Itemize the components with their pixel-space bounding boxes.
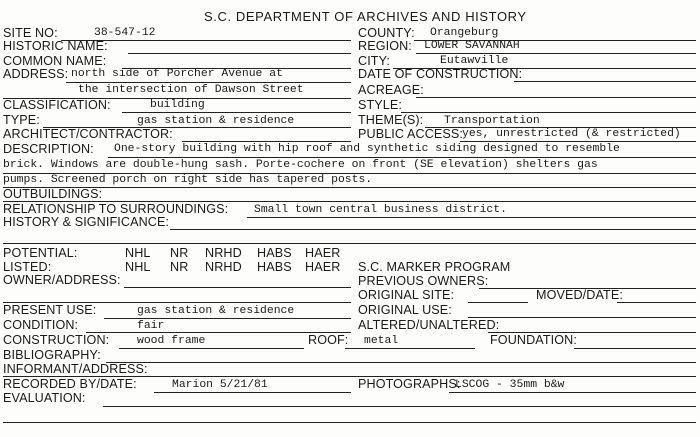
type-value: gas station & residence <box>137 115 295 127</box>
relationship-line <box>247 217 696 218</box>
potential-label: POTENTIAL: <box>3 246 78 260</box>
public-access-label: PUBLIC ACCESS: <box>358 127 463 141</box>
relationship-value: Small town central business district. <box>254 204 507 216</box>
roof-line <box>345 348 475 349</box>
date-construction-line <box>514 81 696 82</box>
potential-haer: HAER <box>305 246 341 260</box>
listed-nrhd: NRHD <box>205 260 242 274</box>
original-use-label: ORIGINAL USE: <box>358 303 452 317</box>
original-site-label: ORIGINAL SITE: <box>358 288 455 302</box>
roof-label: ROOF: <box>308 333 349 347</box>
classification-line <box>122 112 351 113</box>
description-line-2: brick. Windows are double-hung sash. Porte-cochere on front (SE elevation) shelters gas <box>3 159 598 171</box>
theme-label: THEME(S): <box>358 113 424 127</box>
bibliography-label: BIBLIOGRAPHY: <box>3 348 101 362</box>
description-line-3: pumps. Screened porch on right side has tapered posts. <box>3 174 373 186</box>
listed-nhl: NHL <box>125 260 151 274</box>
owner-label: OWNER/ADDRESS: <box>3 273 121 287</box>
county-label: COUNTY: <box>358 26 415 40</box>
photographs-label: PHOTOGRAPHS: <box>358 377 461 391</box>
address-line-2: the intersection of Dawson Street <box>78 84 304 96</box>
architect-label: ARCHITECT/CONTRACTOR: <box>3 127 173 141</box>
owner-line <box>124 287 351 288</box>
listed-nr: NR <box>170 260 189 274</box>
address-label: ADDRESS: <box>3 67 69 81</box>
evaluation-label: EVALUATION: <box>3 391 86 405</box>
style-line <box>401 112 696 113</box>
original-use-line <box>468 317 696 318</box>
photographs-line <box>449 392 696 393</box>
type-label: TYPE: <box>3 113 40 127</box>
potential-nrhd: NRHD <box>205 246 242 260</box>
site-no-label: SITE NO: <box>3 26 58 40</box>
site-no-value: 38-547-12 <box>94 27 156 39</box>
architect-line <box>182 141 351 142</box>
condition-value: fair <box>137 320 165 332</box>
foundation-label: FOUNDATION: <box>490 333 577 347</box>
recorded-label: RECORDED BY/DATE: <box>3 377 137 391</box>
region-line <box>416 53 696 54</box>
acreage-label: ACREAGE: <box>358 83 424 97</box>
evaluation-line <box>103 406 696 407</box>
informant-label: INFORMANT/ADDRESS: <box>3 362 148 376</box>
present-use-value: gas station & residence <box>137 305 295 317</box>
condition-label: CONDITION: <box>3 318 79 332</box>
listed-label: LISTED: <box>3 260 52 274</box>
address-line-1: north side of Porcher Avenue at <box>71 68 283 80</box>
potential-nhl: NHL <box>125 246 151 260</box>
city-value: Eutawville <box>440 55 509 67</box>
region-value: LOWER SAVANNAH <box>424 40 520 52</box>
construction-value: wood frame <box>137 335 206 347</box>
description-rule-3 <box>3 187 696 188</box>
recorded-value: Marion 5/21/81 <box>172 379 268 391</box>
classification-label: CLASSIFICATION: <box>3 98 111 112</box>
foundation-line <box>574 348 696 349</box>
form-title: S.C. DEPARTMENT OF ARCHIVES AND HISTORY <box>204 9 527 24</box>
previous-owners-label: PREVIOUS OWNERS: <box>358 274 489 288</box>
evaluation-line-2 <box>3 422 696 423</box>
theme-value: Transportation <box>444 115 540 127</box>
present-use-label: PRESENT USE: <box>3 303 97 317</box>
acreage-line <box>416 97 696 98</box>
bibliography-line <box>106 362 696 363</box>
construction-label: CONSTRUCTION: <box>3 333 110 347</box>
history-label: HISTORY & SIGNIFICANCE: <box>3 215 170 229</box>
description-label: DESCRIPTION: <box>3 142 94 156</box>
listed-habs: HABS <box>257 260 292 274</box>
original-site-line <box>468 302 528 303</box>
recorded-line <box>154 392 351 393</box>
historic-name-label: HISTORIC NAME: <box>3 39 108 53</box>
potential-nr: NR <box>170 246 189 260</box>
city-label: CITY: <box>358 54 390 68</box>
moved-date-label: MOVED/DATE: <box>536 288 623 302</box>
roof-value: metal <box>364 335 399 347</box>
history-line <box>170 229 696 230</box>
present-use-line <box>104 318 351 319</box>
common-name-label: COMMON NAME: <box>3 54 107 68</box>
style-label: STYLE: <box>358 98 402 112</box>
date-construction-label: DATE OF CONSTRUCTION: <box>358 67 523 81</box>
relationship-label: RELATIONSHIP TO SURROUNDINGS: <box>3 202 229 216</box>
historic-name-line <box>128 53 351 54</box>
county-value: Orangeburg <box>430 27 499 39</box>
listed-haer: HAER <box>305 260 341 274</box>
description-line-1: One-story building with hip roof and synthetic siding designed to resemble <box>114 143 620 155</box>
photographs-value: LSCOG - 35mm b&w <box>455 379 565 391</box>
construction-line <box>119 348 304 349</box>
classification-value: building <box>150 99 205 111</box>
description-rule-1 <box>108 157 696 158</box>
marker-program-label: S.C. MARKER PROGRAM <box>358 260 511 274</box>
altered-label: ALTERED/UNALTERED: <box>358 318 500 332</box>
public-access-line <box>460 141 696 142</box>
potential-habs: HABS <box>257 246 292 260</box>
address-line-1-rule <box>66 82 351 83</box>
public-access-value: yes, unrestricted (& restricted) <box>462 128 681 140</box>
moved-date-line <box>617 302 696 303</box>
outbuildings-label: OUTBUILDINGS: <box>3 187 103 201</box>
region-label: REGION: <box>358 39 412 53</box>
history-line-2 <box>3 243 696 244</box>
